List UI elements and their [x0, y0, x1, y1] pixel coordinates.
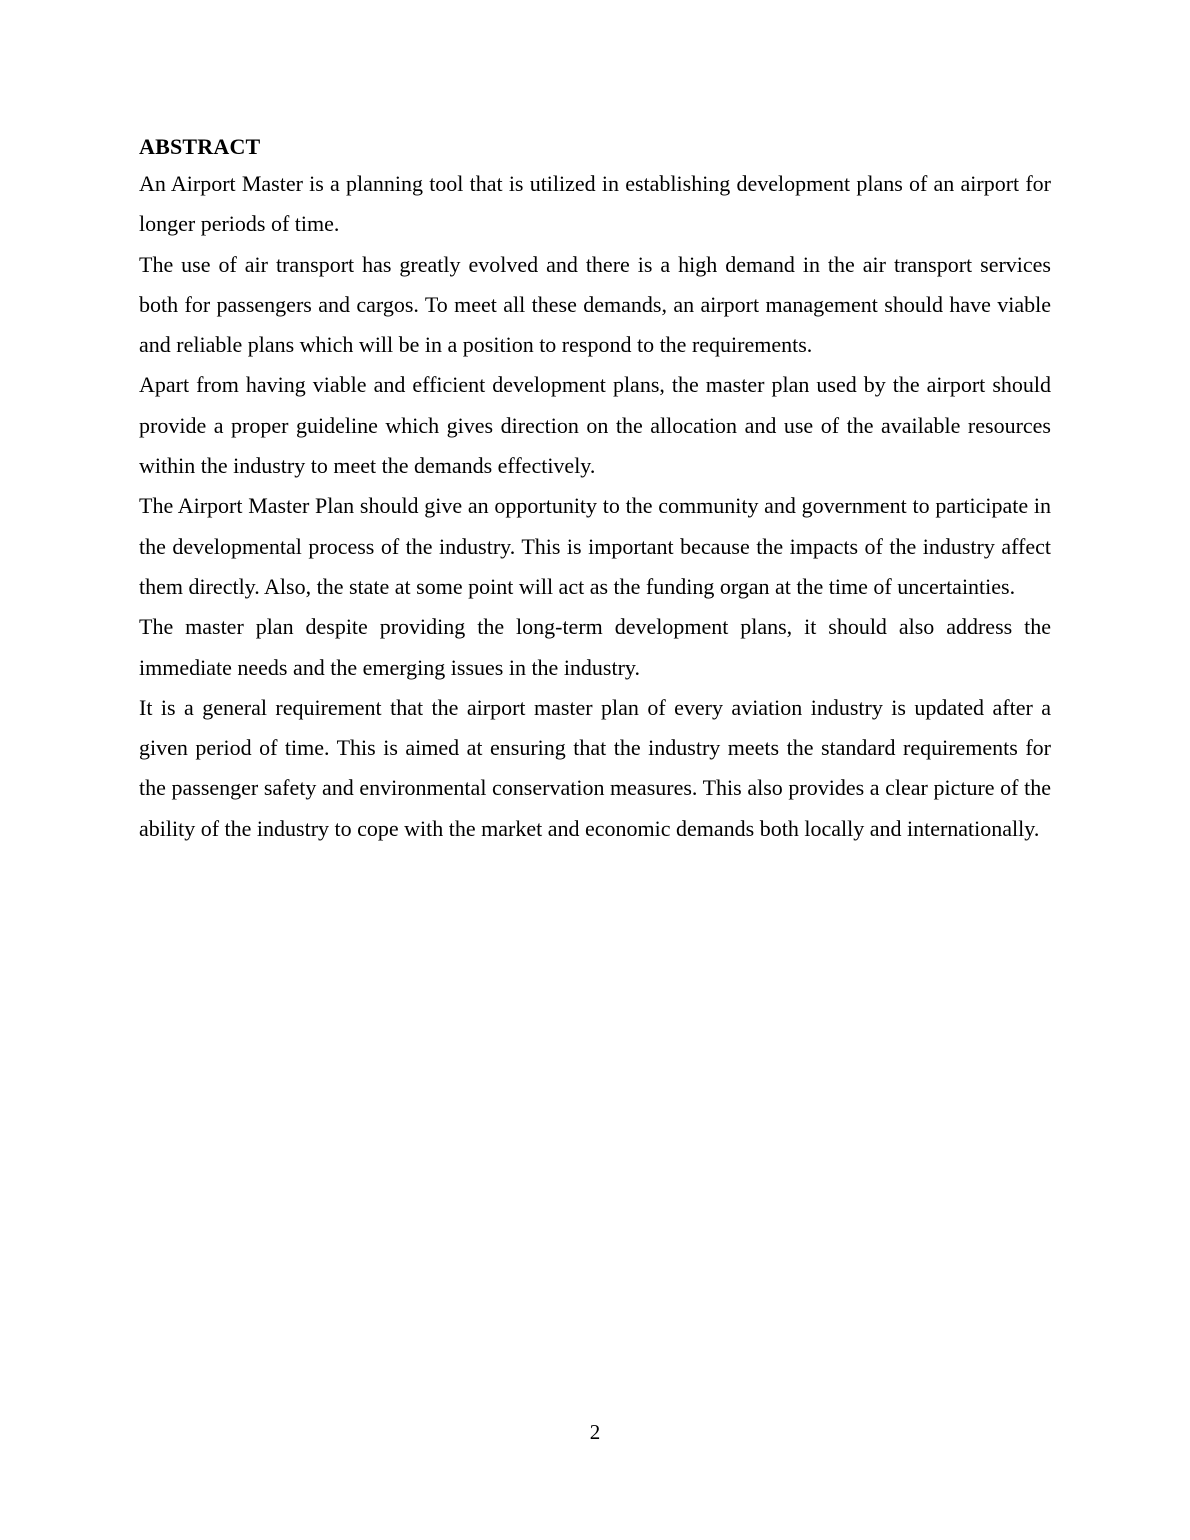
page-number: 2 [589, 1420, 601, 1444]
paragraph-1: An Airport Master is a planning tool that is utilized in establishing development plans of an airport for longer periods of time. [139, 171, 1051, 237]
paragraph-3: Apart from having viable and efficient development plans, the master plan used by the airport should provide a proper guideline which gives direction on the allocation and use of the available resources within the industry to meet the demands effectively. [139, 372, 1051, 479]
paragraph-5: The master plan despite providing the long-term development plans, it should also address the immediate needs and the emerging issues in the industry. [139, 614, 1051, 680]
paragraph-4: The Airport Master Plan should give an opportunity to the community and government to participate in the developmental process of the industry. This is important because the impacts of the industry affect them directly. Also, the state at some point will act as the funding organ at the time of uncertainties. [139, 493, 1051, 599]
paragraph-2: The use of air transport has greatly evolved and there is a high demand in the air transport services both for passengers and cargos. To meet all these demands, an airport management should have viable and reliable plans which will be in a position to respond to the requirements. [139, 251, 1051, 358]
page-title: ABSTRACT [139, 134, 261, 159]
document-body [139, 132, 1051, 849]
paragraph-6: It is a general requirement that the airport master plan of every aviation industry is updated after a given period of time. This is aimed at ensuring that the industry meets the standard requirements for the passenger safety and environmental conservation measures. This also provides a clear picture of the ability of the industry to cope with the market and economic demands both locally and internationally. [139, 694, 1051, 841]
